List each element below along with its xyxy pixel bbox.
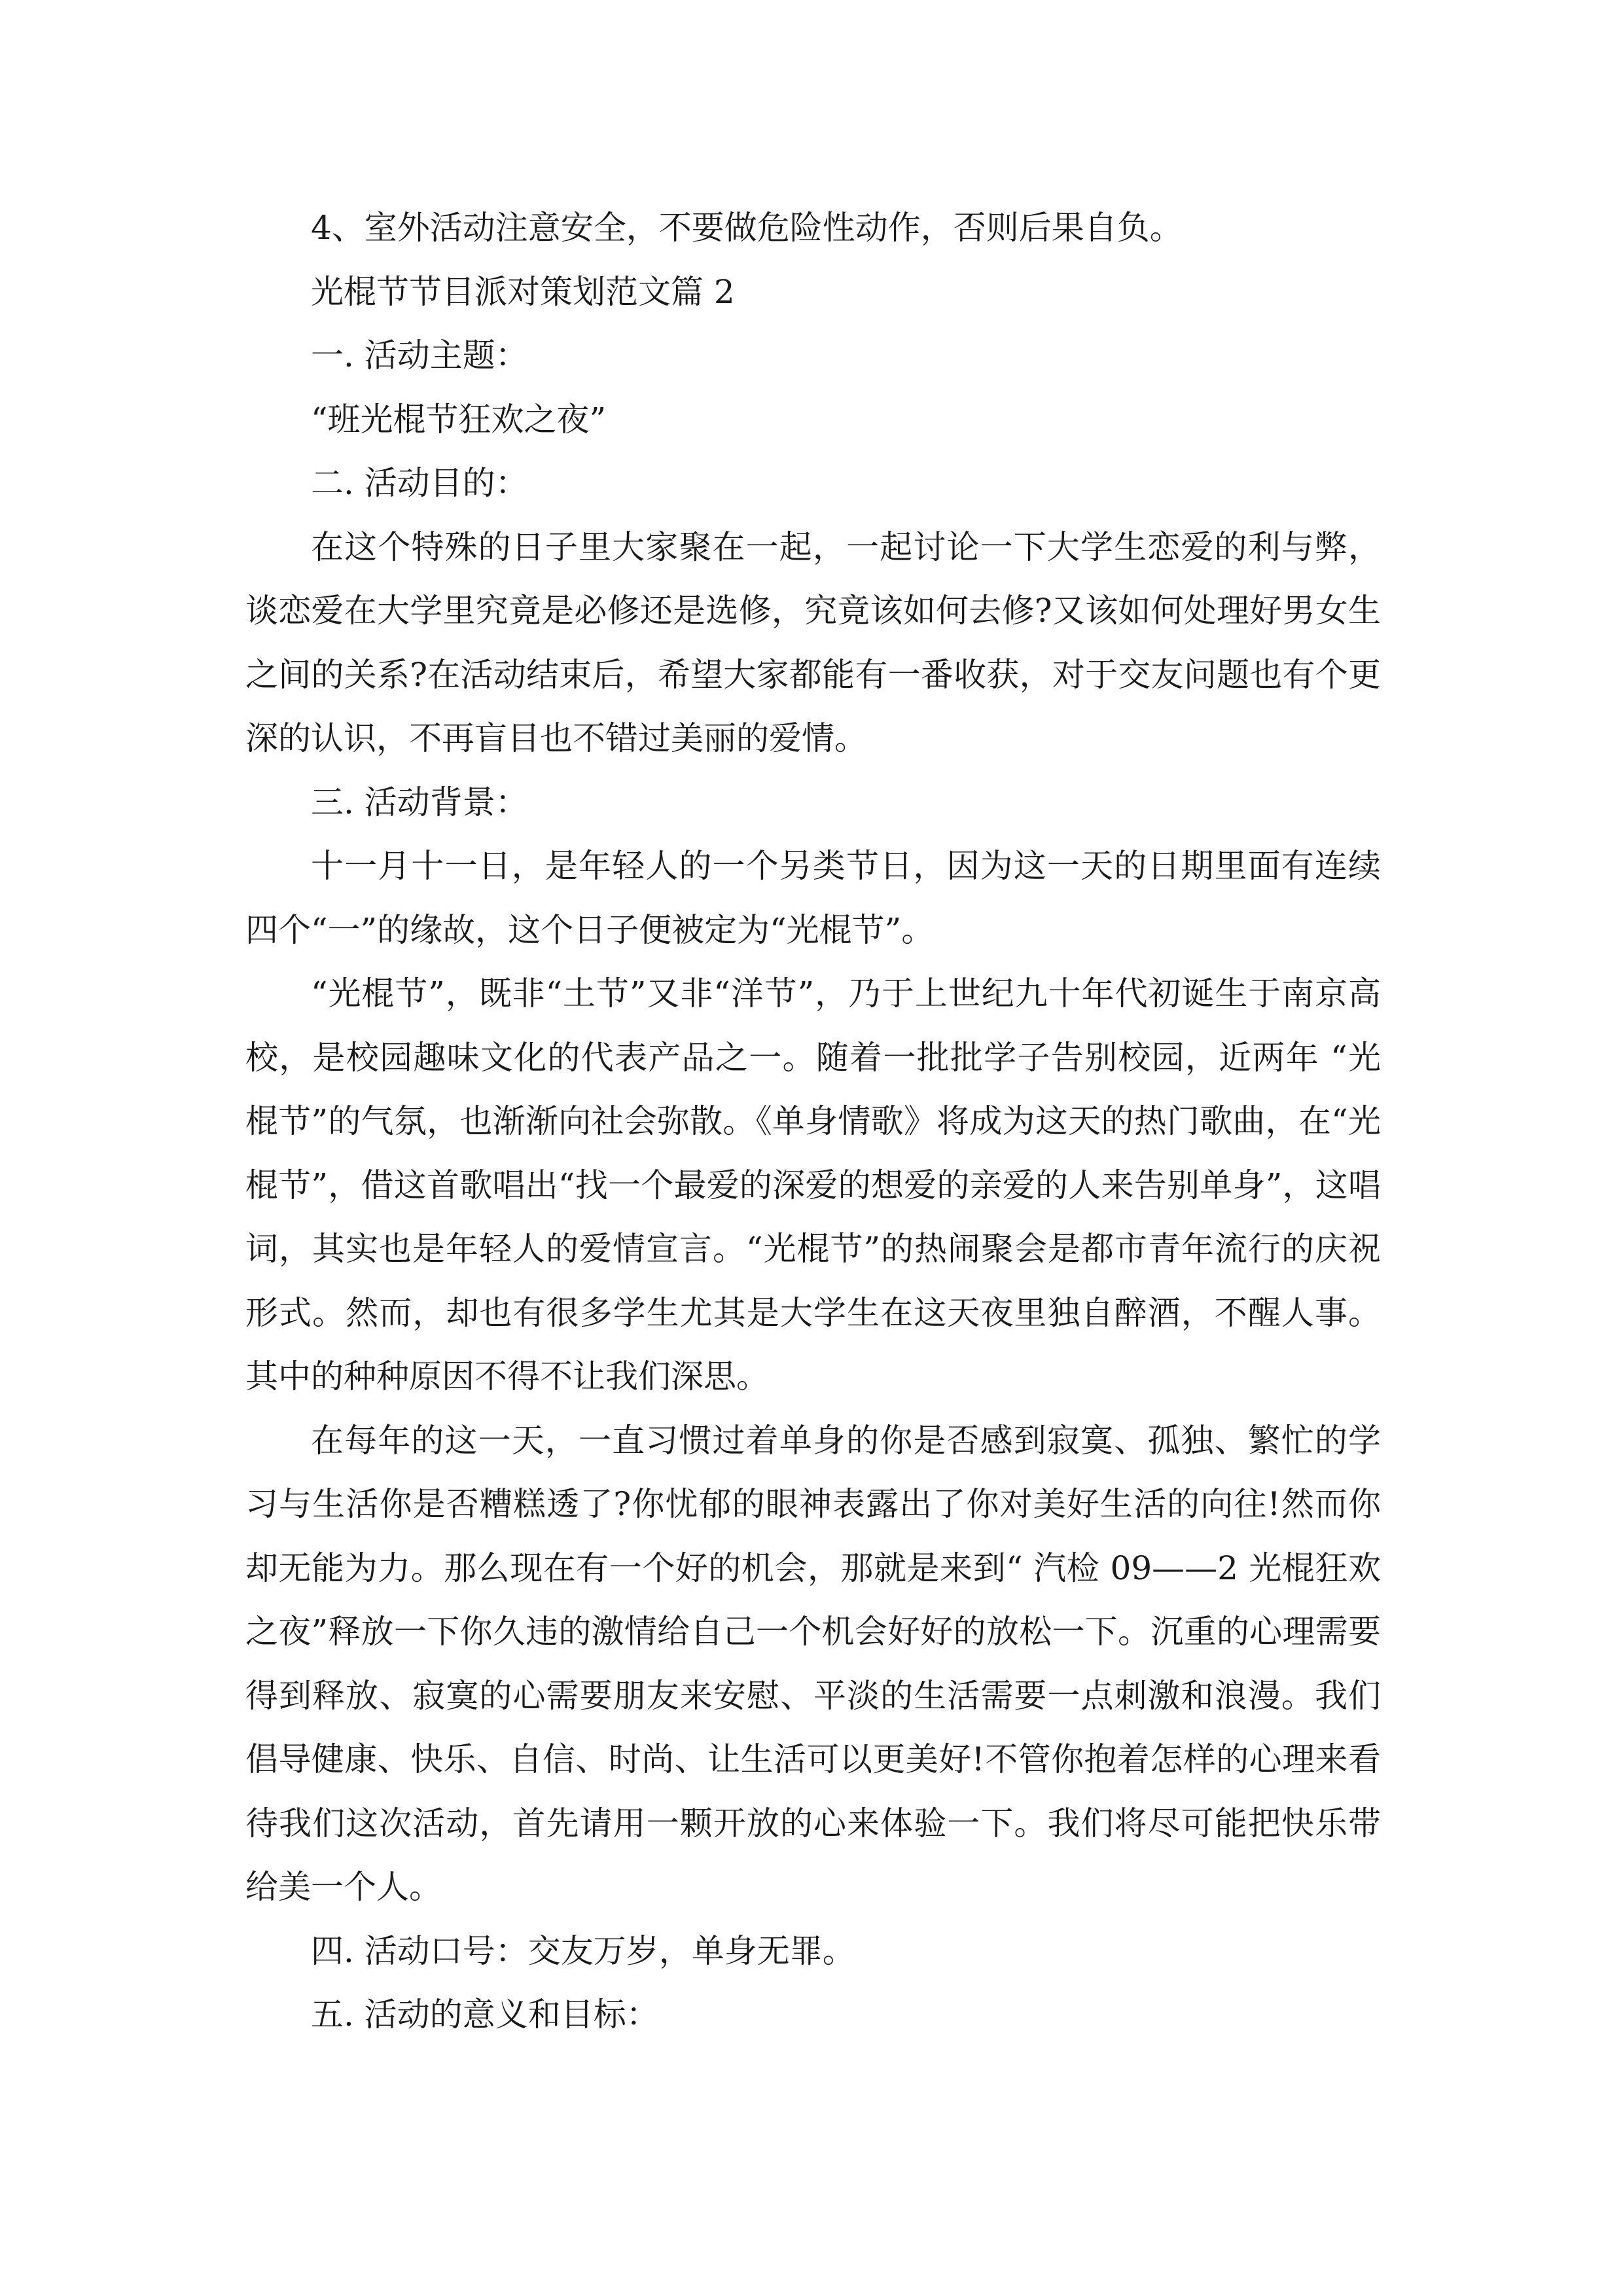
theme-text: “班光棍节狂欢之夜”	[311, 400, 607, 439]
background-paragraph-2: “光棍节”，既非“土节”又非“洋节”，乃于上世纪九十年代初诞生于南京高校，是校园趣味文化的代表产品之一。随着一批批学子告别校园，近两年 “光棍节”的气氛，也渐渐向社会弥散。《单身情歌》将成为这天的热门歌曲，在“光棍节”，借这首歌唱出“找一个最爱的深爱的想爱的亲爱的人来告别单身”，这唱词，其实也是年轻人的爱情宣言。“光棍节”的热闹聚会是都市青年流行的庆祝形式。然而，却也有很多学生尤其是大学生在这天夜里独自醉酒，不醒人事。其中的种种原因不得不让我们深思。	[245, 975, 1381, 1395]
heading-background: 三. 活动背景：	[311, 783, 528, 821]
background-paragraph-3: 在每年的这一天，一直习惯过着单身的你是否感到寂寞、孤独、繁忙的学习与生活你是否糟糕透了?你忧郁的眼神表露出了你对美好生活的向往!然而你却无能为力。那么现在有一个好的机会，那就是来到“ 汽检 09——2 光棍狂欢之夜”释放一下你久违的激情给自己一个机会好好的放松一下。沉重的心理需要得到释放、寂寞的心需要朋友来安慰、平淡的生活需要一点刺激和浪漫。我们倡导健康、快乐、自信、时尚、让生活可以更美好!不管你抱着怎样的心理来看待我们这次活动，首先请用一颗开放的心来体验一下。我们将尽可能把快乐带给美一个人。	[245, 1421, 1381, 1906]
heading-purpose: 二. 活动目的：	[311, 464, 528, 502]
rule-4-line: 4、室外活动注意安全，不要做危险性动作，否则后果自负。	[311, 209, 1183, 247]
heading-theme: 一. 活动主题：	[311, 336, 528, 374]
document-body	[245, 196, 1381, 2047]
section-title: 光棍节节目派对策划范文篇 2	[311, 272, 735, 311]
background-paragraph-1: 十一月十一日，是年轻人的一个另类节日，因为这一天的日期里面有连续四个“一”的缘故，这个日子便被定为“光棍节”。	[245, 847, 1381, 949]
heading-significance: 五. 活动的意义和目标：	[311, 1996, 659, 2034]
purpose-paragraph: 在这个特殊的日子里大家聚在一起，一起讨论一下大学生恋爱的利与弊，谈恋爱在大学里究竟是必修还是选修，究竟该如何去修?又该如何处理好男女生之间的关系?在活动结束后，希望大家都能有一番收获，对于交友问题也有个更深的认识，不再盲目也不错过美丽的爱情。	[245, 528, 1381, 757]
heading-slogan: 四. 活动口号：交友万岁，单身无罪。	[311, 1931, 855, 1970]
